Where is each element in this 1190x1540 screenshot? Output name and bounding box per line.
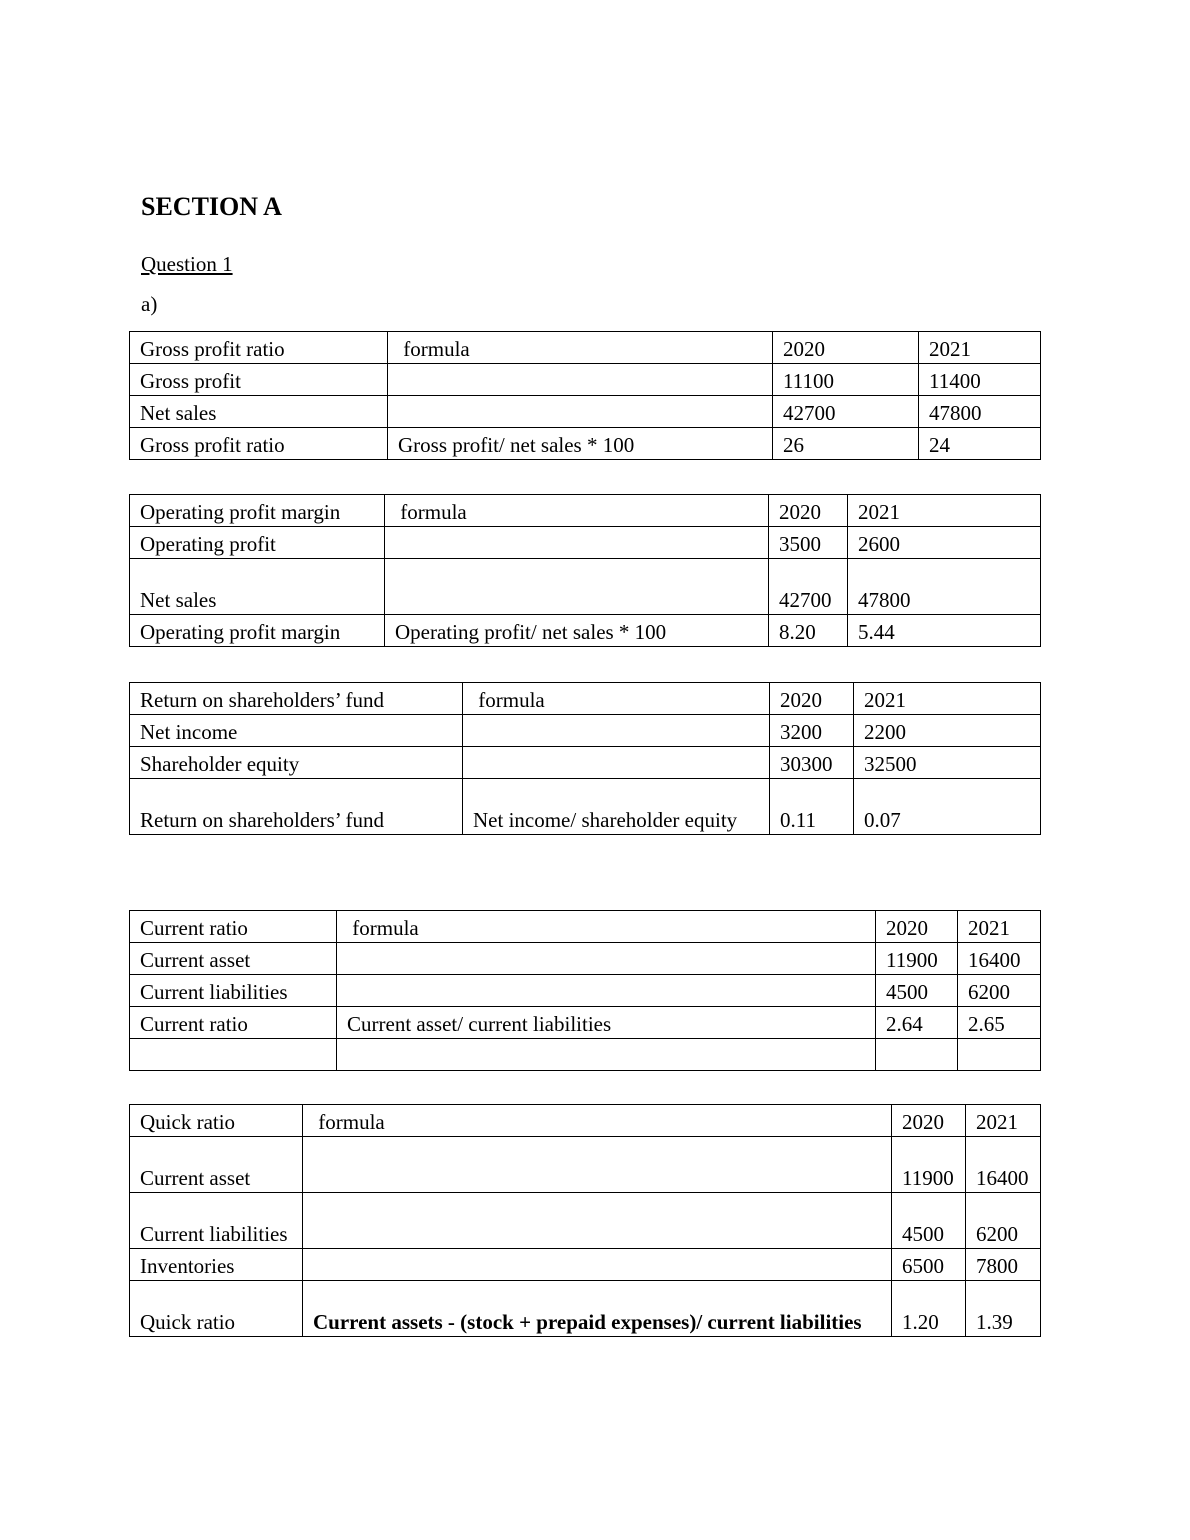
- value-2021: 2600: [848, 527, 1041, 559]
- table-row: [130, 559, 1041, 615]
- header-cell: formula: [388, 332, 773, 364]
- formula-cell: [303, 1193, 892, 1249]
- row-label: Return on shareholders’ fund: [130, 779, 463, 835]
- return-on-shareholders-fund-table: [129, 682, 1041, 835]
- table-row: [130, 1137, 1041, 1193]
- header-cell: formula: [463, 683, 770, 715]
- header-cell: Current ratio: [130, 911, 337, 943]
- header-cell: 2021: [919, 332, 1041, 364]
- table-row: [130, 779, 1041, 835]
- formula-cell: Current assets - (stock + prepaid expenses)/ current liabilities: [303, 1281, 892, 1337]
- header-cell: 2020: [769, 495, 848, 527]
- value-2021: 6200: [966, 1193, 1041, 1249]
- value-2020: 4500: [892, 1193, 966, 1249]
- table-row: [130, 747, 1041, 779]
- table-row: [130, 975, 1041, 1007]
- value-2021: 32500: [854, 747, 1041, 779]
- row-label: Current liabilities: [130, 975, 337, 1007]
- value-2021: 2200: [854, 715, 1041, 747]
- value-2021: 2.65: [958, 1007, 1041, 1039]
- header-cell: 2020: [876, 911, 958, 943]
- row-label: Gross profit: [130, 364, 388, 396]
- gross-profit-ratio-table: [129, 331, 1041, 460]
- value-2020: 3200: [770, 715, 854, 747]
- section-title: SECTION A: [141, 192, 282, 221]
- table-header-row: [130, 911, 1041, 943]
- operating-profit-margin-table: [129, 494, 1041, 647]
- table-header-row: [130, 683, 1041, 715]
- header-cell: Quick ratio: [130, 1105, 303, 1137]
- value-2020: 3500: [769, 527, 848, 559]
- quick-ratio-table: [129, 1104, 1041, 1337]
- table-row: [130, 364, 1041, 396]
- value-2021: 7800: [966, 1249, 1041, 1281]
- row-label: Current ratio: [130, 1007, 337, 1039]
- row-label: Current asset: [130, 943, 337, 975]
- value-2021: 24: [919, 428, 1041, 460]
- table-row: [130, 527, 1041, 559]
- value-2021: 6200: [958, 975, 1041, 1007]
- value-2020: 42700: [773, 396, 919, 428]
- value-2020: 4500: [876, 975, 958, 1007]
- value-2020: [876, 1039, 958, 1071]
- value-2021: 0.07: [854, 779, 1041, 835]
- row-label: Shareholder equity: [130, 747, 463, 779]
- header-cell: Operating profit margin: [130, 495, 385, 527]
- row-label: Net income: [130, 715, 463, 747]
- header-cell: 2020: [770, 683, 854, 715]
- value-2020: 0.11: [770, 779, 854, 835]
- formula-cell: [385, 559, 769, 615]
- value-2020: 2.64: [876, 1007, 958, 1039]
- formula-cell: Gross profit/ net sales * 100: [388, 428, 773, 460]
- header-cell: 2020: [773, 332, 919, 364]
- row-label: Net sales: [130, 559, 385, 615]
- value-2021: 5.44: [848, 615, 1041, 647]
- table-header-row: [130, 1105, 1041, 1137]
- table-row: [130, 1249, 1041, 1281]
- value-2020: 30300: [770, 747, 854, 779]
- header-cell: 2020: [892, 1105, 966, 1137]
- row-label: [130, 1039, 337, 1071]
- formula-cell: [337, 975, 876, 1007]
- header-cell: 2021: [966, 1105, 1041, 1137]
- row-label: Inventories: [130, 1249, 303, 1281]
- header-cell: formula: [303, 1105, 892, 1137]
- row-label: Operating profit: [130, 527, 385, 559]
- header-cell: 2021: [848, 495, 1041, 527]
- value-2021: 1.39: [966, 1281, 1041, 1337]
- value-2020: 11100: [773, 364, 919, 396]
- value-2020: 6500: [892, 1249, 966, 1281]
- table-row: [130, 615, 1041, 647]
- row-label: Current asset: [130, 1137, 303, 1193]
- table-row: [130, 715, 1041, 747]
- value-2020: 11900: [892, 1137, 966, 1193]
- formula-cell: [463, 747, 770, 779]
- header-cell: formula: [385, 495, 769, 527]
- formula-cell: [303, 1249, 892, 1281]
- formula-cell: [337, 1039, 876, 1071]
- table-row: [130, 1193, 1041, 1249]
- formula-cell: Current asset/ current liabilities: [337, 1007, 876, 1039]
- header-cell: Gross profit ratio: [130, 332, 388, 364]
- table-row: [130, 943, 1041, 975]
- formula-cell: [463, 715, 770, 747]
- question-label: Question 1: [141, 252, 233, 276]
- value-2021: [958, 1039, 1041, 1071]
- formula-cell: Net income/ shareholder equity: [463, 779, 770, 835]
- current-ratio-table: [129, 910, 1041, 1071]
- value-2021: 11400: [919, 364, 1041, 396]
- value-2020: 8.20: [769, 615, 848, 647]
- row-label: Gross profit ratio: [130, 428, 388, 460]
- value-2020: 1.20: [892, 1281, 966, 1337]
- table-row: [130, 396, 1041, 428]
- formula-cell: [388, 364, 773, 396]
- table-header-row: [130, 332, 1041, 364]
- value-2021: 47800: [919, 396, 1041, 428]
- value-2020: 11900: [876, 943, 958, 975]
- formula-cell: [385, 527, 769, 559]
- table-row: [130, 1007, 1041, 1039]
- value-2021: 47800: [848, 559, 1041, 615]
- value-2020: 42700: [769, 559, 848, 615]
- table-header-row: [130, 495, 1041, 527]
- formula-cell: Operating profit/ net sales * 100: [385, 615, 769, 647]
- row-label: Operating profit margin: [130, 615, 385, 647]
- table-row: [130, 1281, 1041, 1337]
- formula-cell: [337, 943, 876, 975]
- row-label: Quick ratio: [130, 1281, 303, 1337]
- part-label: a): [141, 292, 158, 316]
- value-2020: 26: [773, 428, 919, 460]
- table-row: [130, 1039, 1041, 1071]
- header-cell: 2021: [854, 683, 1041, 715]
- table-row: [130, 428, 1041, 460]
- row-label: Current liabilities: [130, 1193, 303, 1249]
- header-cell: formula: [337, 911, 876, 943]
- formula-cell: [303, 1137, 892, 1193]
- value-2021: 16400: [958, 943, 1041, 975]
- row-label: Net sales: [130, 396, 388, 428]
- formula-cell: [388, 396, 773, 428]
- header-cell: Return on shareholders’ fund: [130, 683, 463, 715]
- value-2021: 16400: [966, 1137, 1041, 1193]
- header-cell: 2021: [958, 911, 1041, 943]
